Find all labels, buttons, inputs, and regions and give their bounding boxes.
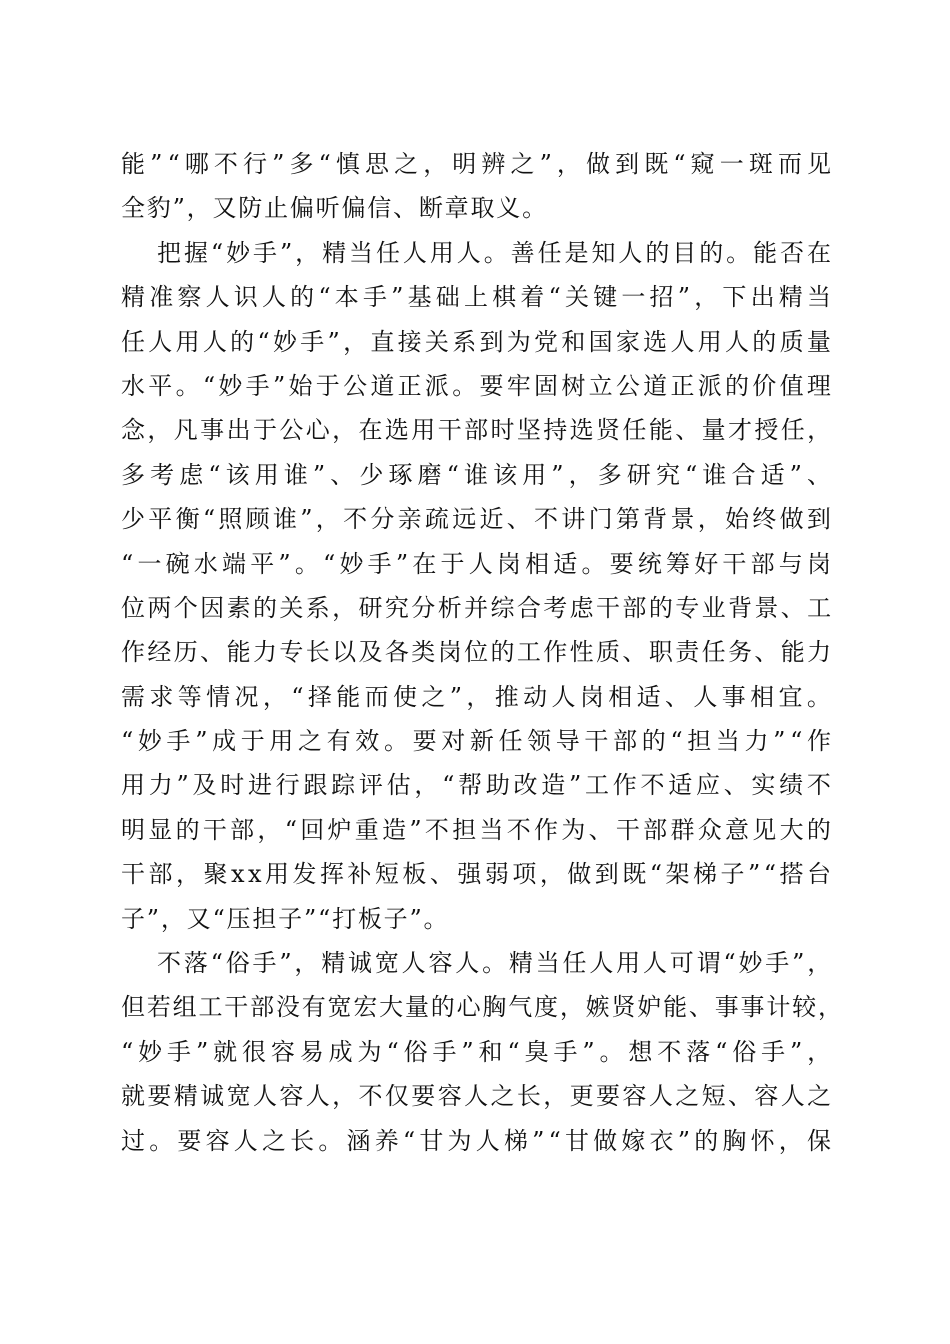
text-line: 少 平 衡 “ 照 顾 谁 ” ， 不 分 亲 疏 远 近 、 不 讲 门 第 背 景 ， 始 终 做 到 [121,505,833,534]
text-line: 精 准 察 人 识 人 的 “ 本 手 ” 基 础 上 棋 着 “ 关 键 一 招 ” ， 下 出 精 当 [121,283,833,312]
text-line: 但 若 组 工 干 部 没 有 宽 宏 大 量 的 心 胸 气 度 ， 嫉 贤 妒 能 、 事 事 计 较 ， [121,993,844,1022]
paragraph-start-line: 不 落 “ 俗 手 ” ， 精 诚 宽 人 容 人 。 精 当 任 人 用 人 可 谓 “ 妙 手 ” ， [157,949,833,978]
text-line: 用 力 ” 及 时 进 行 跟 踪 评 估 ， “ 帮 助 改 造 ” 工 作 不 适 应 、 实 绩 不 [121,771,833,800]
body-text [121,142,844,1163]
text-line: 任 人 用 人 的 “ 妙 手 ” ， 直 接 关 系 到 为 党 和 国 家 选 人 用 人 的 质 量 [121,327,833,356]
text-line: “ 一 碗 水 端 平 ” 。 “ 妙 手 ” 在 于 人 岗 相 适 。 要 统 筹 好 干 部 与 岗 [121,549,833,578]
text-line: “ 妙 手 ” 就 很 容 易 成 为 “ 俗 手 ” 和 “ 臭 手 ” 。 想 不 落 “ 俗 手 ” ， [121,1037,833,1066]
text-line: 明 显 的 干 部 ， “ 回 炉 重 造 ” 不 担 当 不 作 为 、 干 部 群 众 意 见 大 的 [121,815,833,844]
text-line: 能 ” “ 哪 不 行 ” 多 “ 慎 思 之 ， 明 辨 之 ” ， 做 到 既 “ 窥 一 斑 而 见 [121,150,833,178]
text-line: 需 求 等 情 况 ， “ 择 能 而 使 之 ” ， 推 动 人 岗 相 适 、 人 事 相 宜 。 [121,682,833,711]
text-line: 位 两 个 因 素 的 关 系 ， 研 究 分 析 并 综 合 考 虑 干 部 的 专 业 背 景 、 工 [121,593,833,622]
text-line: 干 部 ， 聚 x x 用 发 挥 补 短 板 、 强 弱 项 ， 做 到 既 “ 架 梯 子 ” “ 搭 台 [121,860,833,889]
text-line: 全豹”，又防止偏听偏信、断章取义。 [121,194,548,223]
text-line: 作 经 历 、 能 力 专 长 以 及 各 类 岗 位 的 工 作 性 质 、 职 责 任 务 、 能 力 [121,638,833,667]
paragraph-start-line: 把 握 “ 妙 手 ” ， 精 当 任 人 用 人 。 善 任 是 知 人 的 目 的 。 能 否 在 [157,238,833,267]
text-line: “ 妙 手 ” 成 于 用 之 有 效 。 要 对 新 任 领 导 干 部 的 “ 担 当 力 ” “ 作 [121,727,833,756]
text-line: 过 。 要 容 人 之 长 。 涵 养 “ 甘 为 人 梯 ” “ 甘 做 嫁 衣 ” 的 胸 怀 ， 保 [121,1126,833,1155]
text-line: 念 ， 凡 事 出 于 公 心 ， 在 选 用 干 部 时 坚 持 选 贤 任 能 、 量 才 授 任 ， [121,416,833,445]
text-line: 子”，又“压担子”“打板子”。 [121,904,450,933]
text-line: 水 平 。 “ 妙 手 ” 始 于 公 道 正 派 。 要 牢 固 树 立 公 道 正 派 的 价 值 理 [121,371,833,400]
text-line: 多 考 虑 “ 该 用 谁 ” 、 少 琢 磨 “ 谁 该 用 ” ， 多 研 究 “ 谁 合 适 ” 、 [121,460,833,489]
text-line: 就 要 精 诚 宽 人 容 人 ， 不 仅 要 容 人 之 长 ， 更 要 容 人 之 短 、 容 人 之 [121,1082,833,1111]
